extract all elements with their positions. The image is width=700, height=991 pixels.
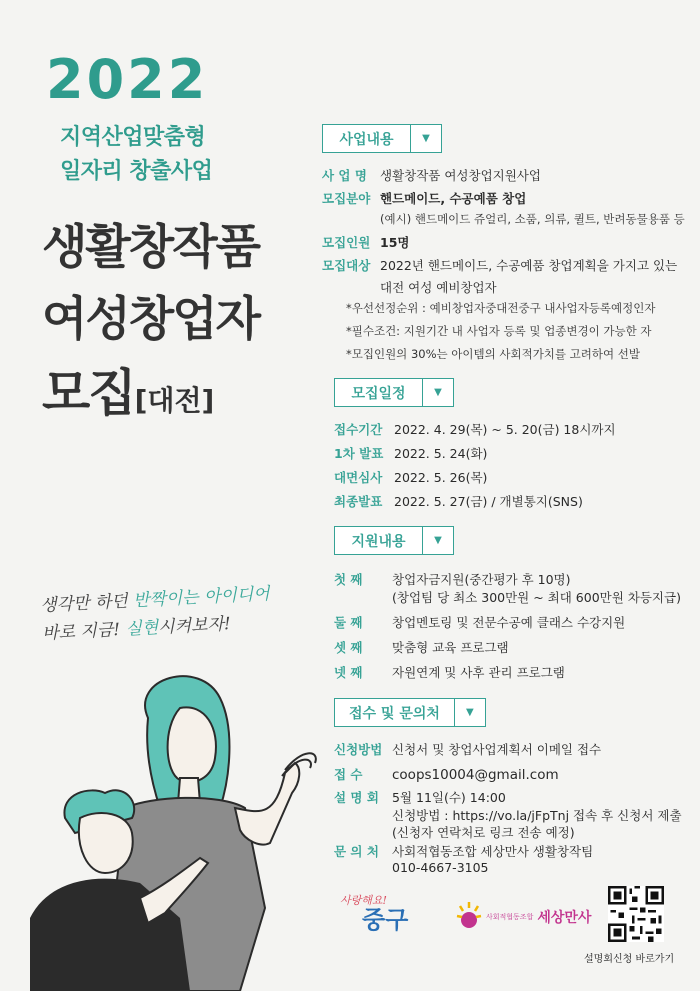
info-row: 신청방법 신청서 및 창업사업계획서 이메일 접수: [334, 742, 602, 757]
sun-icon: [456, 900, 482, 934]
info-row: 모집대상 2022년 핸드메이드, 수공예품 창업계획을 가지고 있는: [322, 258, 678, 273]
info-row: (예시) 핸드메이드 쥬얼리, 소품, 의류, 퀼트, 반려동물용품 등: [380, 212, 685, 226]
section-label: 지원내용: [335, 527, 423, 554]
slogan-line2: 바로 지금! 실현시켜보자!: [41, 614, 232, 644]
info-row: 신청방법 : https://vo.la/jFpTnj 접속 후 신청서 제출: [392, 808, 682, 823]
info-row: 모집인원 15명: [322, 235, 410, 250]
junggu-logo: 사랑해요! 중구: [340, 894, 409, 934]
subtitle-line2: 일자리 창출사업: [60, 159, 213, 184]
section-label: 모집일정: [335, 379, 423, 406]
main-title-line1: 생활창작품: [42, 220, 260, 275]
info-row: 넷 째 자원연계 및 사후 관리 프로그램: [334, 665, 565, 680]
section-header-schedule: [334, 378, 454, 407]
info-row: 대면심사 2022. 5. 26(목): [334, 470, 488, 485]
info-row: 문 의 처 사회적협동조합 세상만사 생활창작팀: [334, 844, 594, 859]
year-title: 2022: [46, 48, 209, 111]
info-row: 설 명 회 5월 11일(수) 14:00: [334, 790, 506, 805]
chevron-down-icon: ▼: [434, 535, 442, 546]
info-row: 접 수 coops10004@gmail.com: [334, 767, 559, 783]
chevron-down-icon: ▼: [422, 133, 430, 144]
qr-code[interactable]: [608, 886, 664, 942]
info-row: (신청자 연락처로 링크 전송 예정): [392, 825, 575, 840]
section-header-contact: [334, 698, 486, 727]
main-title-line3: [42, 364, 215, 422]
subtitle-line1: 지역산업맞춤형: [60, 125, 206, 150]
section-label: 사업내용: [323, 125, 411, 152]
note: *우선선정순위 : 예비창업자중대전중구 내사업자등록예정인자: [346, 301, 656, 315]
info-row: 010-4667-3105: [392, 860, 489, 875]
info-row: 1차 발표 2022. 5. 24(화): [334, 446, 488, 461]
main-title-line2: 여성창업자: [42, 292, 260, 347]
info-row: (창업팀 당 최소 300만원 ~ 최대 600만원 차등지급): [392, 590, 681, 605]
note: *모집인원의 30%는 아이템의 사회적가치를 고려하여 선발: [346, 347, 640, 361]
women-illustration: [30, 668, 330, 991]
region-label: [대전]: [134, 384, 215, 417]
note: *필수조건: 지원기간 내 사업자 등록 및 업종변경이 가능한 자: [346, 324, 652, 338]
section-header-business: [322, 124, 442, 153]
info-row: 모집분야 핸드메이드, 수공예품 창업: [322, 191, 527, 206]
chevron-down-icon: ▼: [434, 387, 442, 398]
info-row: 최종발표 2022. 5. 27(금) / 개별통지(SNS): [334, 494, 583, 509]
slogan-line1: 생각만 하던 반짝이는 아이디어: [39, 583, 271, 616]
info-row: 대전 여성 예비창업자: [380, 280, 497, 295]
info-row: 첫 째 창업자금지원(중간평가 후 10명): [334, 572, 571, 587]
chevron-down-icon: ▼: [466, 707, 474, 718]
info-row: 접수기간 2022. 4. 29(목) ~ 5. 20(금) 18시까지: [334, 422, 616, 437]
section-label: 접수 및 문의처: [335, 699, 455, 726]
sesangmansa-logo: 사회적협동조합 세상만사: [456, 900, 591, 934]
info-row: 셋 째 맞춤형 교육 프로그램: [334, 640, 509, 655]
main-title-word: 모집: [42, 364, 135, 422]
qr-caption: 설명회신청 바로가기: [584, 954, 675, 965]
info-row: 사 업 명 생활창작품 여성창업지원사업: [322, 168, 541, 183]
info-row: 둘 째 창업멘토링 및 전문수공예 클래스 수강지원: [334, 615, 626, 630]
section-header-support: [334, 526, 454, 555]
